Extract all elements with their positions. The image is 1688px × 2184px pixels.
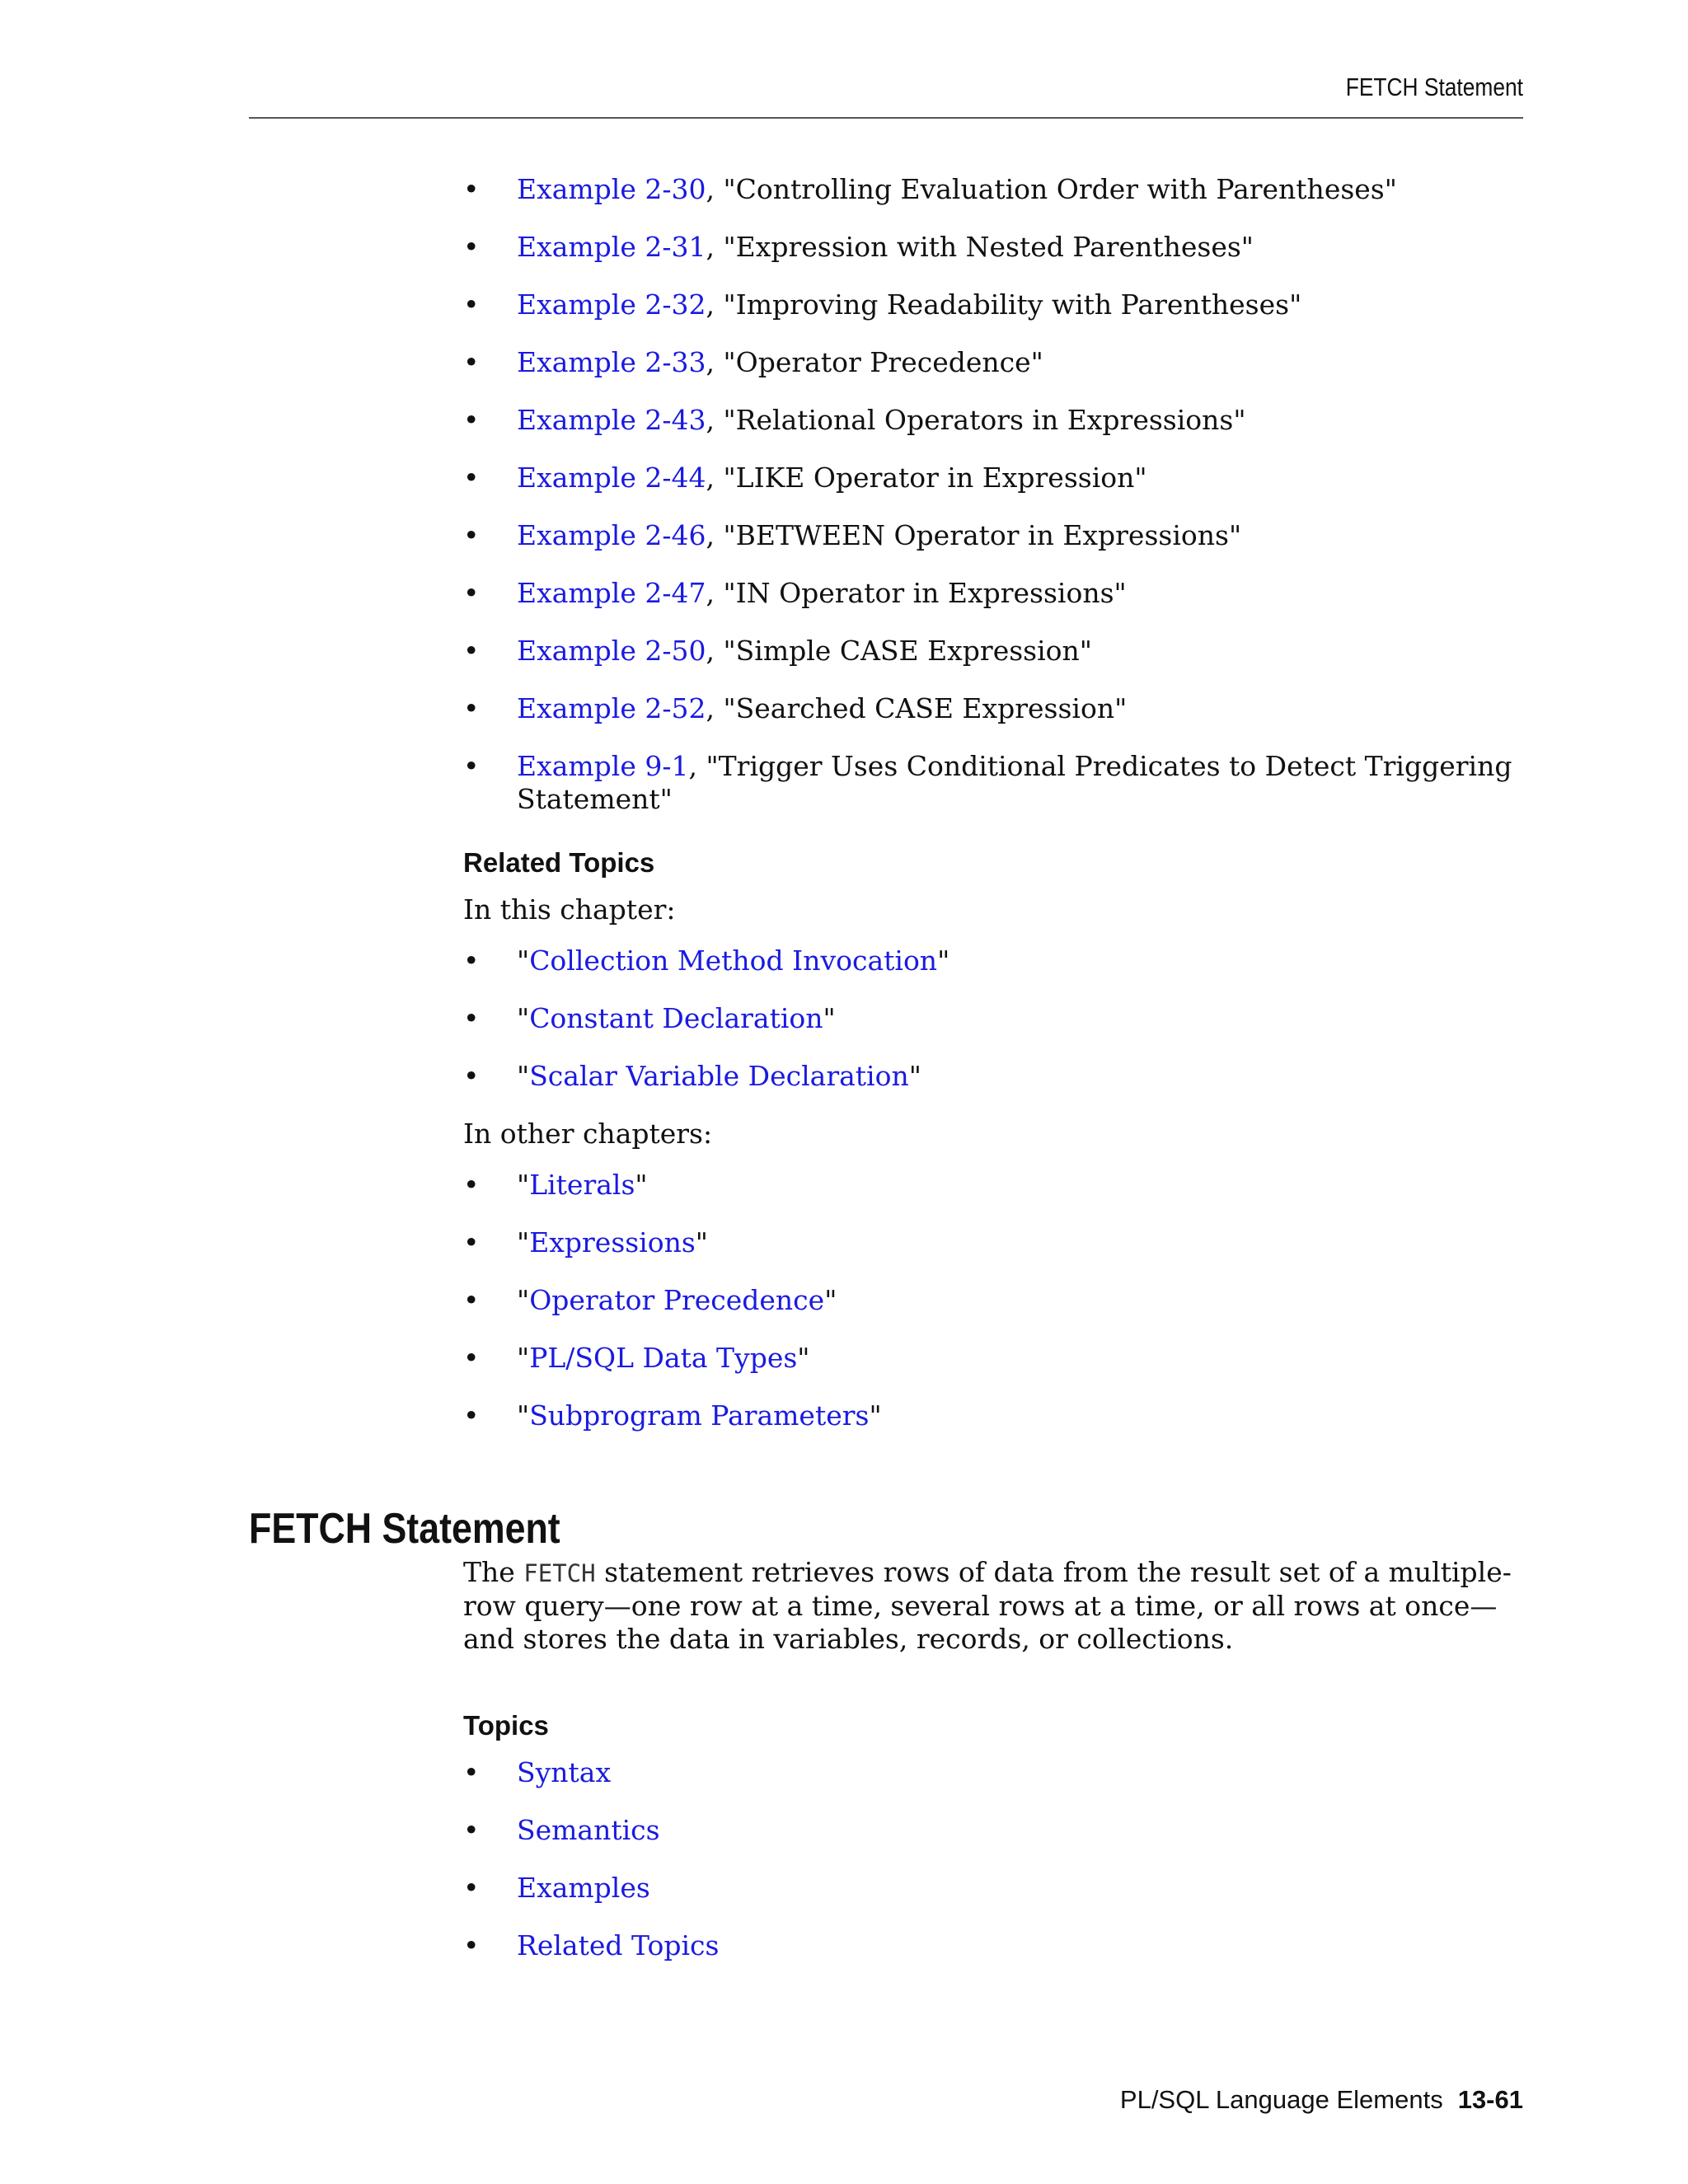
example-title: , "Controlling Evaluation Order with Parentheses" [706,173,1397,205]
list-item: • "PL/SQL Data Types" [463,1342,1526,1375]
example-link[interactable]: Example 2-43 [517,404,706,436]
examples-list [463,173,1526,816]
intro-text-before: The [463,1556,524,1588]
related-link[interactable]: PL/SQL Data Types [529,1342,798,1374]
example-title: , "Improving Readability with Parentheses" [706,288,1302,321]
list-item [463,635,1526,668]
related-link[interactable]: Subprogram Parameters [529,1399,870,1432]
page-footer [1120,2085,1523,2115]
example-link[interactable]: Example 2-44 [517,462,706,494]
in-this-chapter-label: In this chapter: [463,893,676,926]
topics-block [463,1710,1526,1987]
example-title: , "Simple CASE Expression" [706,635,1092,667]
in-other-chapters-list [463,1169,1526,1432]
example-title: , "Relational Operators in Expressions" [706,404,1246,436]
list-item [463,750,1526,816]
example-title: , "Trigger Uses Conditional Predicates to Detect Triggering Statement" [517,750,1512,815]
related-link[interactable]: Collection Method Invocation [529,944,938,977]
section-title: FETCH Statement [249,1505,560,1553]
related-link[interactable]: Expressions [529,1226,696,1258]
list-item [463,1756,1526,1789]
main-content [463,173,1526,1457]
list-item [463,519,1526,552]
page-number: 13-61 [1457,2085,1523,2114]
section-intro [463,1556,1526,1656]
list-item [463,462,1526,494]
example-link[interactable]: Example 2-32 [517,288,706,321]
in-this-chapter-list [463,944,1526,1093]
list-item: • "Collection Method Invocation" [463,944,1526,977]
list-item: • "Literals" [463,1169,1526,1202]
example-link[interactable]: Example 2-31 [517,231,706,263]
example-link[interactable]: Example 2-50 [517,635,706,667]
example-link[interactable]: Example 2-47 [517,577,706,609]
example-title: , "Searched CASE Expression" [706,692,1128,724]
topic-link[interactable]: Syntax [517,1756,612,1788]
related-link[interactable]: Operator Precedence [529,1284,825,1316]
list-item [463,404,1526,437]
list-item [463,1872,1526,1905]
example-link[interactable]: Example 2-33 [517,346,706,378]
list-item [463,173,1526,206]
related-link[interactable]: Constant Declaration [529,1002,823,1034]
list-item [463,692,1526,725]
footer-book-section: PL/SQL Language Elements [1119,2085,1443,2114]
list-item [463,231,1526,264]
topics-heading: Topics [463,1710,549,1741]
list-item [463,1814,1526,1847]
header-rule [249,117,1523,119]
list-item [463,1929,1526,1962]
example-title: , "BETWEEN Operator in Expressions" [706,519,1242,551]
topic-link[interactable]: Semantics [517,1814,660,1846]
example-title: , "Expression with Nested Parentheses" [706,231,1254,263]
related-link[interactable]: Literals [529,1169,635,1201]
example-link[interactable]: Example 2-30 [517,173,706,205]
example-title: , "Operator Precedence" [706,346,1043,378]
running-header: FETCH Statement [1345,73,1523,101]
example-title: , "LIKE Operator in Expression" [706,462,1147,494]
example-link[interactable]: Example 2-52 [517,692,706,724]
example-link[interactable]: Example 2-46 [517,519,706,551]
list-item [463,288,1526,321]
topic-link[interactable]: Examples [517,1872,650,1904]
example-title: , "IN Operator in Expressions" [706,577,1127,609]
list-item: • "Scalar Variable Declaration" [463,1060,1526,1093]
list-item: • "Subprogram Parameters" [463,1399,1526,1432]
related-link[interactable]: Scalar Variable Declaration [529,1060,909,1092]
list-item [463,346,1526,379]
intro-text-after: statement retrieves rows of data from the result set of a multiple-row query—one row at a time, several rows at a time, or all rows at once—and stores the data in variables, records, or collections. [463,1556,1512,1655]
list-item: • "Expressions" [463,1226,1526,1259]
list-item [463,577,1526,610]
related-topics-heading: Related Topics [463,847,655,878]
list-item: • "Operator Precedence" [463,1284,1526,1317]
topics-list [463,1756,1526,1962]
fetch-keyword: FETCH [523,1559,596,1587]
topic-link[interactable]: Related Topics [517,1929,720,1961]
in-other-chapters-label: In other chapters: [463,1118,713,1150]
list-item: • "Constant Declaration" [463,1002,1526,1035]
example-link[interactable]: Example 9-1 [517,750,689,782]
